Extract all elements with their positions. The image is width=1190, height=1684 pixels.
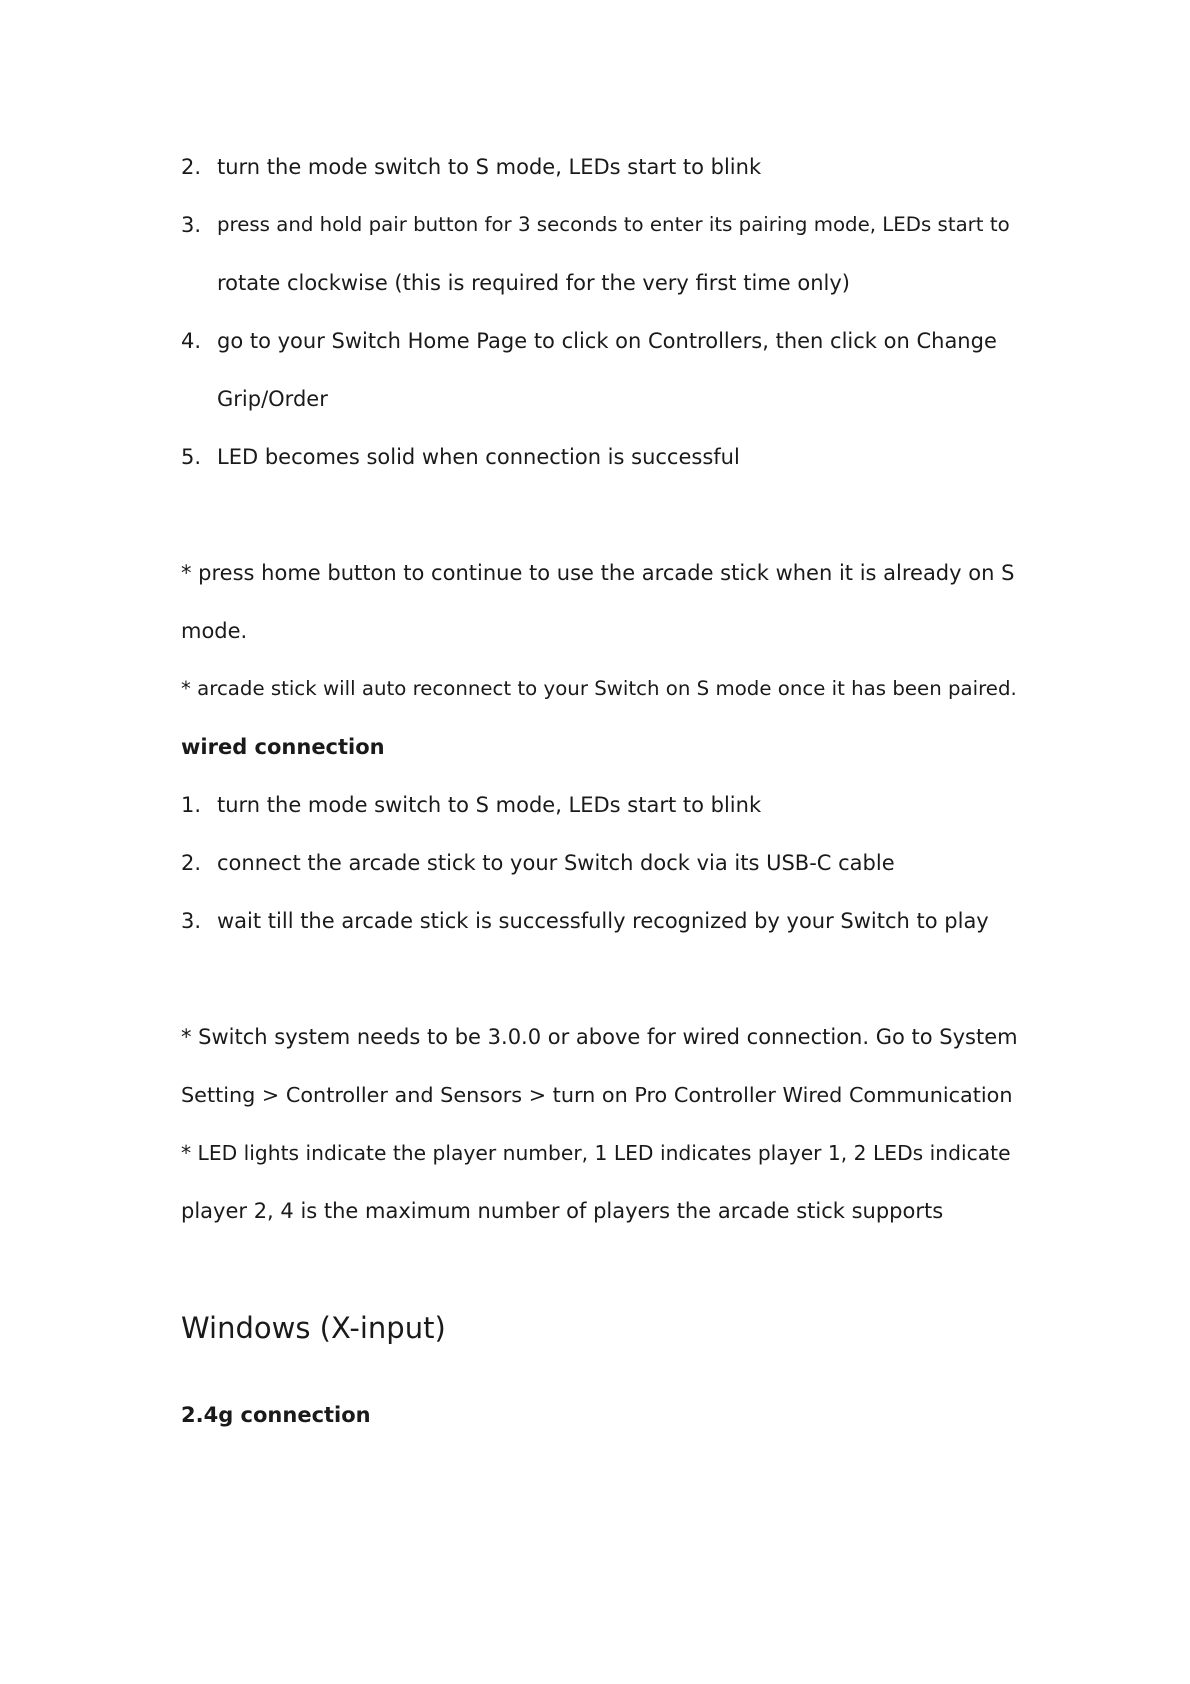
list-text: connect the arcade stick to your Switch dock via its USB-C cable [217,851,895,875]
list-number: 2. [181,155,202,179]
note-press-home: * press home button to continue to use the arcade stick when it is already on S [181,561,1015,585]
list-text: go to your Switch Home Page to click on Controllers, then click on Change [217,329,997,353]
list-text: rotate clockwise (this is required for the very first time only) [217,271,850,295]
note-auto-reconnect: * arcade stick will auto reconnect to your Switch on S mode once it has been paired. [181,677,1017,700]
list-text: wait till the arcade stick is successfully recognized by your Switch to play [217,909,989,933]
list-text: turn the mode switch to S mode, LEDs start to blink [217,793,762,817]
note-system-version-continuation: Setting > Controller and Sensors > turn on Pro Controller Wired Communication [181,1083,1013,1107]
list-text: LED becomes solid when connection is successful [217,445,740,469]
wired-connection-heading: wired connection [181,735,385,759]
note-press-home-continuation: mode. [181,619,248,643]
windows-heading: Windows (X-input) [181,1311,446,1345]
list-number: 2. [181,851,202,875]
connection-subheading: 2.4g connection [181,1403,371,1427]
list-number: 4. [181,329,202,353]
list-number: 5. [181,445,202,469]
document-page [181,0,1019,1684]
list-number: 1. [181,793,202,817]
list-text: turn the mode switch to S mode, LEDs start to blink [217,155,762,179]
list-number: 3. [181,213,202,237]
note-system-version: * Switch system needs to be 3.0.0 or above for wired connection. Go to System [181,1025,1018,1049]
list-text: press and hold pair button for 3 seconds to enter its pairing mode, LEDs start to [217,213,1010,236]
list-text: Grip/Order [217,387,328,411]
note-led-lights: * LED lights indicate the player number, 1 LED indicates player 1, 2 LEDs indicate [181,1141,1011,1165]
note-led-lights-continuation: player 2, 4 is the maximum number of players the arcade stick supports [181,1199,944,1223]
list-number: 3. [181,909,202,933]
